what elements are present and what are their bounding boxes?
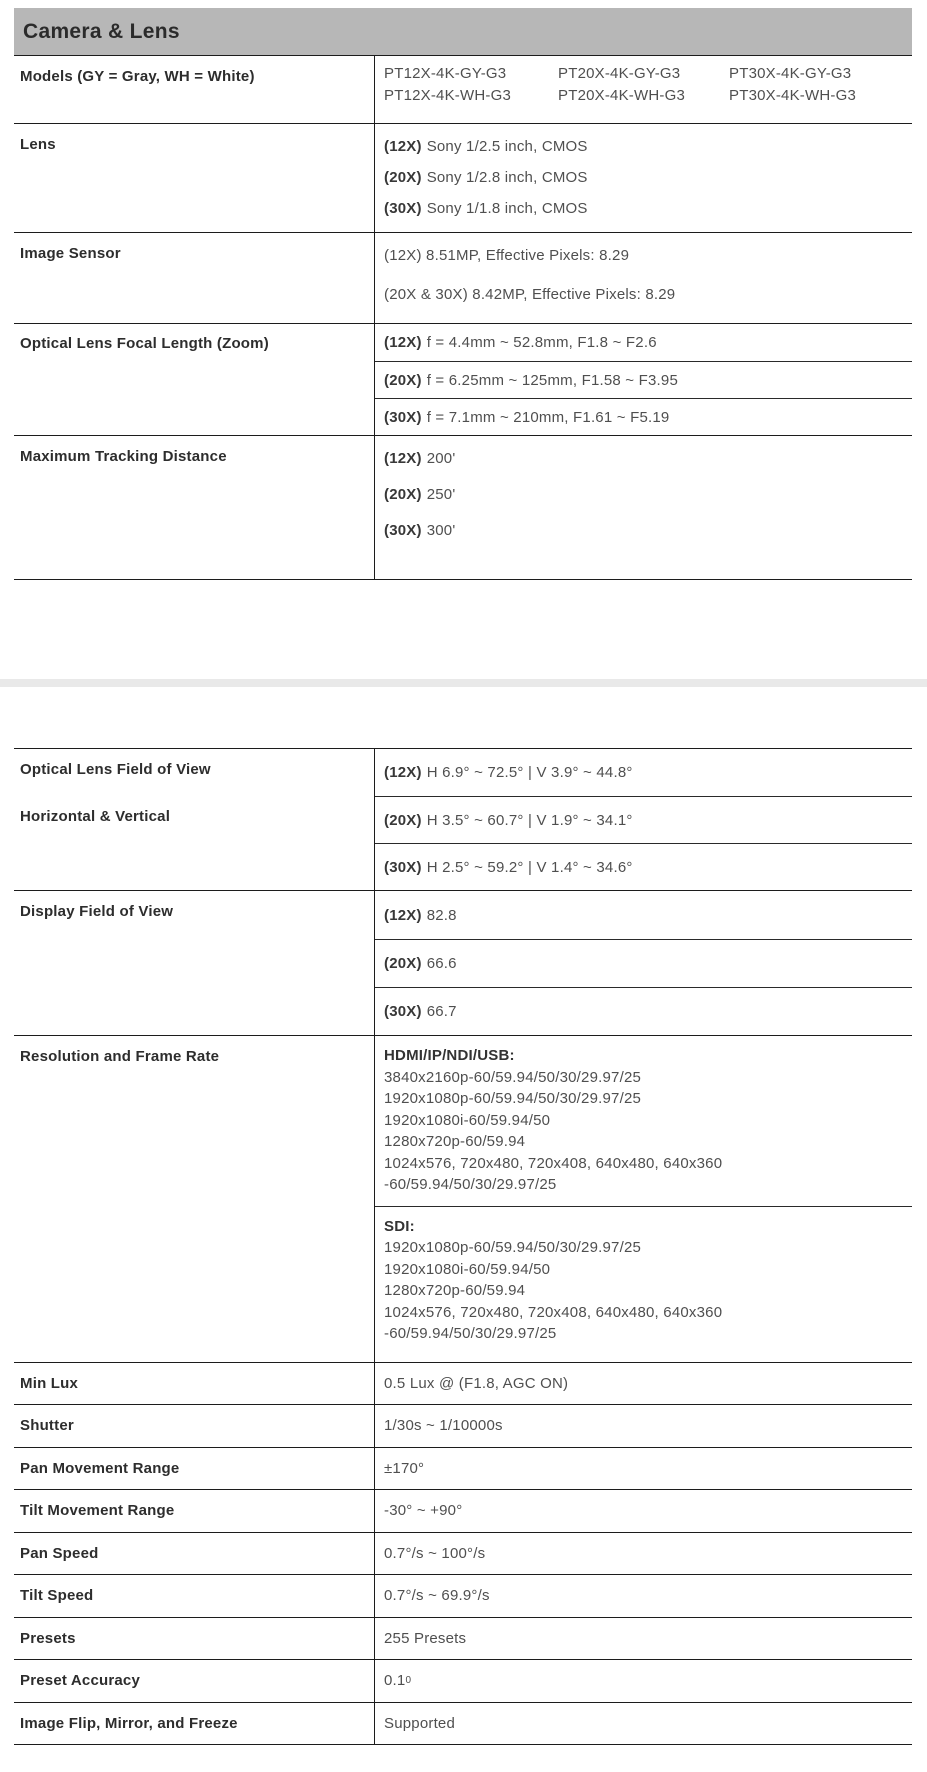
spec-text: f = 4.4mm ~ 52.8mm, F1.8 ~ F2.6 (426, 334, 657, 351)
row-label-resolution: Resolution and Frame Rate (14, 1036, 375, 1362)
resolution-line: 1920x1080p-60/59.94/50/30/29.97/25 (384, 1239, 642, 1256)
row-value-preset-accuracy: 0.1 0 (384, 1672, 412, 1690)
zoom-variant-prefix: (20X) (384, 486, 422, 503)
model-name: PT30X-4K-GY-G3 (729, 65, 852, 82)
row-focal-length (14, 324, 912, 436)
spec-line (384, 136, 912, 157)
spec-text: H 3.5° ~ 60.7° | V 1.9° ~ 34.1° (426, 811, 633, 829)
spec-text: 300' (426, 522, 456, 539)
zoom-variant-prefix: (12X) (384, 764, 422, 781)
resolution-line: -60/59.94/50/30/29.97/25 (384, 1176, 557, 1193)
zoom-variant-prefix: (30X) (384, 200, 422, 217)
row-value-pan-speed: 0.7°/s ~ 100°/s (384, 1544, 486, 1562)
row-label-field-of-view (14, 749, 375, 890)
row-value-focal-length (375, 324, 912, 435)
row-tracking-distance (14, 436, 912, 580)
spec-text: f = 6.25mm ~ 125mm, F1.58 ~ F3.95 (426, 371, 678, 389)
preset-accuracy-value: 0.1 (384, 1672, 406, 1690)
spec-text: f = 7.1mm ~ 210mm, F1.61 ~ F5.19 (426, 408, 670, 426)
row-presets (14, 1618, 912, 1661)
zoom-variant-prefix: (20X) (384, 169, 422, 186)
camera-lens-table (14, 8, 912, 580)
zoom-variant-prefix: (12X) (384, 906, 422, 924)
row-display-fov (14, 891, 912, 1036)
zoom-variant-prefix: (20X) (384, 955, 422, 972)
row-value-resolution (375, 1036, 912, 1362)
subrow (375, 796, 912, 843)
spec-text: 66.6 (426, 955, 457, 972)
row-value-tracking-distance (375, 436, 912, 579)
row-value-pan-range: ±170° (384, 1459, 425, 1477)
row-label-shutter: Shutter (14, 1405, 375, 1447)
row-label-tilt-range: Tilt Movement Range (14, 1490, 375, 1532)
spec-text: 66.7 (426, 1003, 457, 1020)
resolution-line: 1024x576, 720x480, 720x408, 640x480, 640x360 (384, 1303, 723, 1321)
resolution-line: 1920x1080i-60/59.94/50 (384, 1111, 551, 1129)
separator-band (0, 679, 927, 687)
row-label-pan-speed: Pan Speed (14, 1533, 375, 1575)
row-value-image-flip: Supported (384, 1714, 456, 1732)
spec-line (384, 198, 912, 219)
models-grid (384, 63, 912, 107)
row-label-display-fov: Display Field of View (14, 891, 375, 1035)
row-label-tilt-speed: Tilt Speed (14, 1575, 375, 1617)
spec-text: Sony 1/2.5 inch, CMOS (426, 138, 588, 155)
camera-lens-table-continued (14, 748, 912, 1745)
subrow (375, 987, 912, 1035)
row-label-image-sensor: Image Sensor (14, 233, 375, 323)
page-gap-top (14, 580, 912, 679)
row-label-image-flip: Image Flip, Mirror, and Freeze (14, 1703, 375, 1745)
row-field-of-view (14, 749, 912, 891)
subrow (375, 324, 912, 361)
row-value-image-sensor (375, 233, 912, 323)
zoom-variant-prefix: (12X) (384, 334, 422, 351)
zoom-variant-prefix: (12X) (384, 138, 422, 155)
subrow (375, 891, 912, 939)
row-image-flip (14, 1703, 912, 1746)
row-label-preset-accuracy: Preset Accuracy (14, 1660, 375, 1702)
resolution-line: 1920x1080p-60/59.94/50/30/29.97/25 (384, 1090, 642, 1107)
row-tilt-range (14, 1490, 912, 1533)
resolution-line: -60/59.94/50/30/29.97/25 (384, 1325, 557, 1342)
resolution-group-sdi (375, 1206, 912, 1362)
model-name: PT30X-4K-WH-G3 (729, 87, 856, 104)
zoom-variant-prefix: (30X) (384, 858, 422, 876)
zoom-variant-prefix: (30X) (384, 522, 422, 539)
row-label-min-lux: Min Lux (14, 1363, 375, 1405)
zoom-variant-prefix: (20X) (384, 371, 422, 389)
row-lens (14, 124, 912, 233)
resolution-line: 3840x2160p-60/59.94/50/30/29.97/25 (384, 1068, 642, 1086)
row-label-pan-range: Pan Movement Range (14, 1448, 375, 1490)
subrow (375, 398, 912, 435)
zoom-variant-prefix: (30X) (384, 408, 422, 426)
row-label-models: Models (GY = Gray, WH = White) (14, 56, 375, 123)
row-label-lens: Lens (14, 124, 375, 232)
model-name: PT20X-4K-GY-G3 (558, 65, 681, 82)
page-gap-bottom (14, 687, 912, 748)
row-value-field-of-view (375, 749, 912, 890)
row-value-models (375, 56, 912, 123)
spec-line (384, 448, 912, 469)
spec-text: 82.8 (426, 906, 457, 924)
zoom-variant-prefix: (12X) (384, 450, 422, 467)
row-preset-accuracy (14, 1660, 912, 1703)
spec-text: Sony 1/2.8 inch, CMOS (426, 169, 588, 186)
spec-line (384, 520, 912, 541)
row-pan-speed (14, 1533, 912, 1576)
row-image-sensor (14, 233, 912, 324)
row-shutter (14, 1405, 912, 1448)
resolution-group-hdmi (375, 1036, 912, 1206)
subrow (375, 361, 912, 398)
row-models (14, 56, 912, 124)
spec-line (384, 484, 912, 505)
zoom-variant-prefix: (30X) (384, 1003, 422, 1020)
row-value-presets: 255 Presets (384, 1629, 467, 1647)
resolution-heading: SDI: (384, 1217, 415, 1235)
spec-text: 250' (426, 486, 456, 503)
spec-line (384, 167, 912, 188)
row-resolution (14, 1036, 912, 1363)
row-min-lux (14, 1363, 912, 1406)
model-name: PT12X-4K-GY-G3 (384, 65, 507, 82)
spec-text: H 6.9° ~ 72.5° | V 3.9° ~ 44.8° (426, 764, 633, 781)
row-value-tilt-range: -30° ~ +90° (384, 1502, 463, 1520)
label-line: Horizontal & Vertical (20, 808, 171, 825)
model-name: PT20X-4K-WH-G3 (558, 87, 685, 104)
resolution-line: 1280x720p-60/59.94 (384, 1282, 526, 1299)
row-pan-range (14, 1448, 912, 1491)
row-value-display-fov (375, 891, 912, 1035)
spec-text: Sony 1/1.8 inch, CMOS (426, 200, 588, 217)
subrow (375, 749, 912, 796)
section-title: Camera & Lens (14, 8, 912, 56)
model-name: PT12X-4K-WH-G3 (384, 87, 511, 104)
row-label-presets: Presets (14, 1618, 375, 1660)
row-value-shutter: 1/30s ~ 1/10000s (384, 1417, 503, 1435)
spec-text: H 2.5° ~ 59.2° | V 1.4° ~ 34.6° (426, 858, 633, 876)
spec-line: (12X) 8.51MP, Effective Pixels: 8.29 (384, 247, 630, 264)
row-value-min-lux: 0.5 Lux @ (F1.8, AGC ON) (384, 1374, 569, 1392)
subrow (375, 843, 912, 890)
row-tilt-speed (14, 1575, 912, 1618)
zoom-variant-prefix: (20X) (384, 811, 422, 829)
subrow (375, 939, 912, 987)
label-line: Optical Lens Field of View (20, 761, 211, 778)
spec-text: 200' (426, 450, 456, 467)
resolution-line: 1920x1080i-60/59.94/50 (384, 1260, 551, 1278)
resolution-line: 1024x576, 720x480, 720x408, 640x480, 640x360 (384, 1154, 723, 1172)
row-label-tracking-distance: Maximum Tracking Distance (14, 436, 375, 579)
row-value-tilt-speed: 0.7°/s ~ 69.9°/s (384, 1587, 490, 1605)
row-value-lens (375, 124, 912, 232)
row-label-focal-length: Optical Lens Focal Length (Zoom) (14, 324, 375, 435)
spec-line: (20X & 30X) 8.42MP, Effective Pixels: 8.29 (384, 286, 676, 303)
resolution-line: 1280x720p-60/59.94 (384, 1133, 526, 1150)
resolution-heading: HDMI/IP/NDI/USB: (384, 1047, 515, 1064)
